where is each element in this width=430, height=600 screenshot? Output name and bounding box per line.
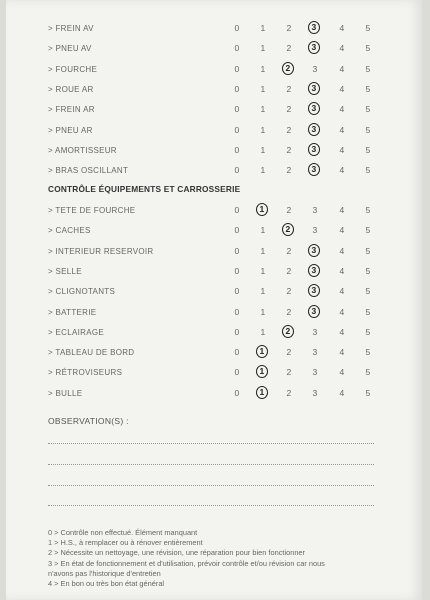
score-option[interactable]: 5	[365, 165, 371, 176]
score-option[interactable]: 3	[312, 326, 318, 337]
score-option[interactable]: 4	[339, 367, 345, 378]
score-option[interactable]: 4	[339, 124, 345, 135]
score-option[interactable]: 2	[286, 265, 292, 276]
score-option[interactable]: 4	[339, 265, 345, 276]
score-option[interactable]: 5	[365, 387, 371, 398]
score-option[interactable]: 2	[286, 387, 292, 398]
score-option[interactable]: 1	[260, 43, 266, 54]
observation-line[interactable]	[48, 505, 374, 506]
checklist-row	[6, 122, 422, 140]
score-option[interactable]: 4	[339, 225, 345, 236]
score-option[interactable]: 5	[365, 367, 371, 378]
checklist-row	[6, 20, 422, 38]
checklist-row	[6, 283, 422, 301]
score-option[interactable]: 0	[234, 144, 240, 155]
score-option[interactable]: 1	[260, 23, 266, 33]
score-option[interactable]: 4	[339, 347, 345, 358]
checklist-row	[6, 385, 422, 403]
checklist-row	[6, 344, 422, 362]
score-option[interactable]: 5	[365, 225, 371, 236]
score-option[interactable]: 1	[260, 104, 266, 115]
score-option[interactable]: 5	[365, 144, 371, 155]
checklist-row	[6, 364, 422, 382]
score-option-selected[interactable]: 2	[282, 62, 294, 75]
score-option[interactable]: 5	[365, 43, 371, 54]
checklist-row	[6, 142, 422, 160]
score-option-selected[interactable]: 3	[308, 123, 320, 136]
legend-line: 3 > En état de fonctionnement et d'utilisation, prévoir contrôle et/ou révision car nous	[48, 558, 325, 568]
score-option[interactable]: 0	[234, 245, 240, 256]
row-label: > BULLE	[48, 388, 83, 398]
score-option[interactable]: 2	[286, 306, 292, 317]
legend-line: n'avons pas l'historique d'entretien	[48, 568, 161, 578]
score-option[interactable]: 4	[339, 286, 345, 297]
row-label: > AMORTISSEUR	[48, 145, 117, 155]
score-option-selected[interactable]: 3	[308, 143, 320, 156]
row-label: > CACHES	[48, 226, 91, 236]
score-option[interactable]: 4	[339, 326, 345, 337]
score-option[interactable]: 2	[286, 144, 292, 155]
row-label: > INTERIEUR RESERVOIR	[48, 246, 154, 256]
score-option[interactable]: 2	[286, 124, 292, 135]
score-option[interactable]: 4	[339, 144, 345, 155]
row-label: > TABLEAU DE BORD	[48, 348, 135, 358]
score-option[interactable]: 2	[286, 165, 292, 176]
score-option[interactable]: 4	[339, 43, 345, 54]
score-option-selected[interactable]: 3	[308, 264, 320, 277]
row-label: > FREIN AV	[48, 24, 94, 33]
score-option[interactable]: 0	[234, 83, 240, 94]
score-option[interactable]: 5	[365, 347, 371, 358]
score-option[interactable]: 2	[286, 245, 292, 256]
score-option[interactable]: 0	[234, 104, 240, 115]
score-option-selected[interactable]: 3	[308, 244, 320, 257]
score-option[interactable]: 3	[312, 367, 318, 378]
score-option[interactable]: 3	[312, 205, 318, 215]
score-option-selected[interactable]: 2	[282, 325, 294, 338]
score-option-selected[interactable]: 3	[308, 21, 320, 34]
row-label: > ECLAIRAGE	[48, 327, 104, 337]
checklist-row	[6, 40, 422, 58]
score-option[interactable]: 5	[365, 205, 371, 215]
row-label: > ROUE AR	[48, 84, 94, 94]
legend-line: 0 > Contrôle non effectué. Élément manquant	[48, 528, 198, 537]
score-option[interactable]: 2	[286, 23, 292, 33]
checklist-row	[6, 101, 422, 119]
score-option[interactable]: 5	[365, 245, 371, 256]
score-option[interactable]: 1	[260, 326, 266, 337]
score-option-selected[interactable]: 3	[308, 102, 320, 115]
score-option[interactable]: 5	[365, 326, 371, 337]
score-option[interactable]: 0	[234, 347, 240, 358]
score-option[interactable]: 0	[234, 165, 240, 176]
observation-line[interactable]	[48, 485, 374, 486]
legend-line: 4 > En bon ou très bon état général	[48, 579, 165, 588]
score-option[interactable]: 1	[260, 286, 266, 297]
checklist-row	[6, 304, 422, 322]
row-label: > BRAS OSCILLANT	[48, 166, 129, 176]
score-option[interactable]: 4	[339, 104, 345, 115]
observation-line[interactable]	[48, 443, 374, 444]
score-option-selected[interactable]: 1	[256, 203, 268, 216]
score-option[interactable]: 1	[260, 245, 266, 256]
row-label: > FREIN AR	[48, 105, 95, 115]
score-option[interactable]: 0	[234, 124, 240, 135]
score-option[interactable]: 3	[312, 63, 318, 74]
inspection-sheet	[6, 0, 422, 600]
score-option[interactable]: 1	[260, 124, 266, 135]
score-option-selected[interactable]: 3	[308, 41, 320, 54]
score-option[interactable]: 0	[234, 43, 240, 54]
score-option[interactable]: 4	[339, 63, 345, 74]
score-option[interactable]: 4	[339, 83, 345, 94]
score-option-selected[interactable]: 2	[282, 223, 294, 236]
checklist-row	[6, 202, 422, 220]
score-option-selected[interactable]: 3	[308, 305, 320, 318]
score-option[interactable]: 0	[234, 63, 240, 74]
score-option[interactable]: 4	[339, 205, 345, 215]
score-option[interactable]: 0	[234, 387, 240, 398]
checklist-row	[6, 243, 422, 261]
score-option[interactable]: 1	[260, 165, 266, 176]
score-option[interactable]: 2	[286, 205, 292, 215]
score-option[interactable]: 5	[365, 104, 371, 115]
checklist-row	[6, 162, 422, 180]
score-option[interactable]: 5	[365, 286, 371, 297]
row-label: > BATTERIE	[48, 307, 97, 317]
score-option[interactable]: 5	[365, 63, 371, 74]
row-label: > PNEU AV	[48, 44, 92, 54]
score-option-selected[interactable]: 1	[256, 345, 268, 358]
score-option[interactable]: 4	[339, 245, 345, 256]
score-option[interactable]: 2	[286, 367, 292, 378]
checklist-row	[6, 222, 422, 240]
score-option[interactable]: 0	[234, 367, 240, 378]
score-option[interactable]: 1	[260, 306, 266, 317]
score-option[interactable]: 4	[339, 387, 345, 398]
score-option[interactable]: 0	[234, 23, 240, 33]
score-option[interactable]: 2	[286, 83, 292, 94]
score-option[interactable]: 1	[260, 63, 266, 74]
checklist-row	[6, 81, 422, 99]
checklist-row	[6, 61, 422, 79]
score-option[interactable]: 0	[234, 286, 240, 297]
score-option[interactable]: 4	[339, 165, 345, 176]
checklist-row	[6, 263, 422, 281]
row-label: > CLIGNOTANTS	[48, 287, 116, 297]
row-label: > FOURCHE	[48, 64, 98, 74]
score-option[interactable]: 0	[234, 265, 240, 276]
score-option[interactable]: 3	[312, 387, 318, 398]
legend-line: 2 > Nécessite un nettoyage, une révision, une réparation pour bien fonctionner	[48, 548, 305, 558]
row-label: > RÉTROVISEURS	[48, 368, 123, 378]
observation-line[interactable]	[48, 464, 374, 465]
score-option[interactable]: 0	[234, 326, 240, 337]
score-option[interactable]: 2	[286, 104, 292, 115]
row-label: > PNEU AR	[48, 125, 93, 135]
score-option-selected[interactable]: 3	[308, 284, 320, 297]
score-option[interactable]: 3	[312, 347, 318, 358]
score-option[interactable]: 3	[312, 225, 318, 236]
score-option[interactable]: 1	[260, 83, 266, 94]
score-option[interactable]: 1	[260, 225, 266, 236]
score-option[interactable]: 2	[286, 43, 292, 54]
score-option[interactable]: 1	[260, 144, 266, 155]
score-option[interactable]: 4	[339, 23, 345, 33]
score-option[interactable]: 5	[365, 83, 371, 94]
row-label: > TETE DE FOURCHE	[48, 206, 136, 215]
score-option[interactable]: 0	[234, 205, 240, 215]
score-option[interactable]: 0	[234, 306, 240, 317]
score-option[interactable]: 4	[339, 306, 345, 317]
score-option[interactable]: 2	[286, 347, 292, 358]
score-option[interactable]: 5	[365, 23, 371, 33]
score-option-selected[interactable]: 3	[308, 82, 320, 95]
score-option-selected[interactable]: 1	[256, 386, 268, 399]
score-option-selected[interactable]: 3	[308, 163, 320, 176]
score-option[interactable]: 5	[365, 124, 371, 135]
score-option[interactable]: 5	[365, 265, 371, 276]
legend-line: 1 > H.S., à remplacer ou à rénover entièrement	[48, 538, 203, 548]
score-option[interactable]: 5	[365, 306, 371, 317]
observation-title: OBSERVATION(S) :	[48, 416, 129, 426]
score-option[interactable]: 2	[286, 286, 292, 297]
score-option[interactable]: 1	[260, 265, 266, 276]
score-option-selected[interactable]: 1	[256, 365, 268, 378]
checklist-row	[6, 324, 422, 342]
score-option[interactable]: 0	[234, 225, 240, 236]
row-label: > SELLE	[48, 266, 82, 276]
section-title: CONTRÔLE ÉQUIPEMENTS ET CARROSSERIE	[48, 184, 241, 194]
